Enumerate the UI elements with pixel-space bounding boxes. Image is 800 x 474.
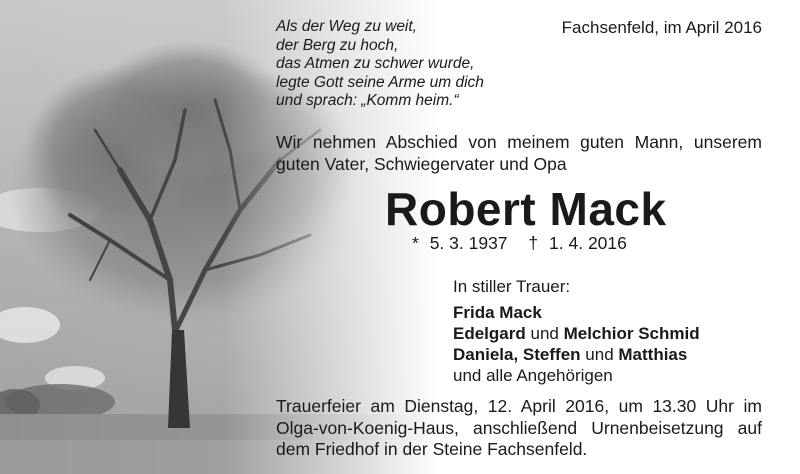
poem-line: Als der Weg zu weit, (276, 18, 417, 35)
life-dates (412, 233, 633, 254)
poem-line: der Berg zu hoch, (276, 36, 399, 54)
mourner-name: Melchior Schmid (563, 324, 700, 343)
birth-symbol: * (412, 233, 419, 253)
mourner-name: Matthias (618, 345, 688, 364)
mourner-name: Edelgard (453, 324, 526, 343)
mourner-name: Frida Mack (453, 303, 542, 322)
place-date: Fachsenfeld, im April 2016 (561, 18, 762, 37)
intro-line: Wir nehmen Abschied von meinem guten Mann, unserem (276, 132, 762, 152)
service-line: Olga-von-Koenig-Haus, anschließend Urnenbeisetzung auf (276, 417, 762, 438)
conjunction: und (530, 324, 559, 343)
intro-text (276, 131, 762, 175)
death-date: 1. 4. 2016 (549, 233, 627, 253)
mourner-line (453, 302, 700, 323)
poem (276, 18, 484, 111)
cross-symbol: † (528, 233, 539, 253)
poem-line: legte Gott seine Arme um dich (276, 73, 484, 91)
service-line: Trauerfeier am Dienstag, 12. April 2016, um 13.30 Uhr im (276, 396, 762, 416)
poem-line: und sprach: „Komm heim.“ (276, 92, 459, 109)
service-line: dem Friedhof in der Steine Fachsenfeld. (276, 439, 588, 459)
birth-date: 5. 3. 1937 (429, 233, 508, 253)
mourners-block (453, 276, 700, 386)
service-info (276, 396, 762, 461)
mourner-name: Daniela, Steffen (453, 345, 581, 364)
deceased-name: Robert Mack (385, 183, 667, 235)
mourners-heading: In stiller Trauer: (453, 277, 571, 296)
conjunction: und (585, 345, 614, 364)
poem-line: das Atmen zu schwer wurde, (276, 55, 475, 72)
mourner-line (453, 344, 700, 365)
mourner-line (453, 323, 700, 344)
mourner-line: und alle Angehörigen (453, 366, 613, 385)
intro-line: guten Vater, Schwiegervater und Opa (276, 154, 567, 174)
